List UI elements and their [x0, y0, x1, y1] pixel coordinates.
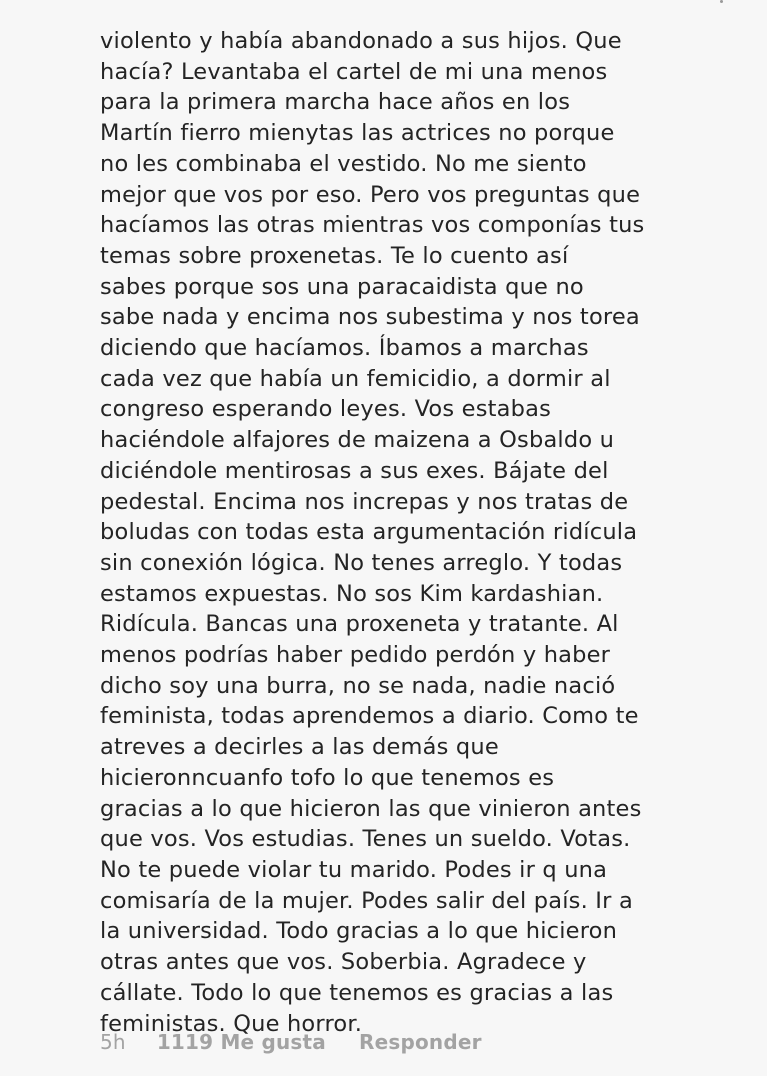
- likes-count-link[interactable]: 1119 Me gusta: [156, 1030, 326, 1054]
- comment-line: comisaría de la mujer. Podes salir del país. Ir a: [100, 887, 633, 914]
- comment-meta-row: [100, 1030, 482, 1054]
- comment-line: sabe nada y encima nos subestima y nos torea: [100, 304, 640, 331]
- comment-line: hacíamos las otras mientras vos componías tus: [100, 212, 645, 239]
- comment-line: mejor que vos por eso. Pero vos preguntas que: [100, 181, 641, 208]
- comment-line: hicieronncuanfo tofo lo que tenemos es: [100, 764, 555, 791]
- comment-line: diciéndole mentirosas a sus exes. Bájate del: [100, 457, 609, 484]
- comment-line: dicho soy una burra, no se nada, nadie nació: [100, 672, 616, 699]
- comment-line: violento y había abandonado a sus hijos. Que: [100, 28, 622, 54]
- comment-line: pedestal. Encima nos increpas y nos tratas de: [100, 488, 629, 515]
- comment-line: congreso esperando leyes. Vos estabas: [100, 396, 552, 423]
- comment-line: Ridícula. Bancas una proxeneta y tratante. Al: [100, 611, 619, 638]
- comment-line: hacía? Levantaba el cartel de mi una menos: [100, 58, 608, 85]
- comment-line: estamos expuestas. No sos Kim kardashian.: [100, 580, 604, 607]
- comment-line: atreves a decirles a las demás que: [100, 734, 499, 761]
- comment-line: que vos. Vos estudias. Tenes un sueldo. Votas.: [100, 826, 631, 853]
- comment-line: no les combinaba el vestido. No me siento: [100, 150, 587, 177]
- comment-line: cállate. Todo lo que tenemos es gracias a las: [100, 979, 614, 1006]
- comment-timestamp: 5h: [100, 1030, 126, 1054]
- comment-line: gracias a lo que hicieron las que vinieron antes: [100, 795, 642, 822]
- comment-line: Martín fierro mienytas las actrices no porque: [100, 120, 615, 147]
- options-menu-icon[interactable]: [720, 0, 723, 3]
- comment-line: boludas con todas esta argumentación ridícula: [100, 519, 638, 546]
- comment-line: la universidad. Todo gracias a lo que hicieron: [100, 918, 618, 945]
- comment-line: haciéndole alfajores de maizena a Osbaldo u: [100, 427, 615, 454]
- comment-line: diciendo que hacíamos. Íbamos a marchas: [100, 335, 589, 362]
- comment-line: feminista, todas aprendemos a diario. Como te: [100, 703, 639, 730]
- comment-line: para la primera marcha hace años en los: [100, 89, 571, 116]
- comment-line: temas sobre proxenetas. Te lo cuento así: [100, 242, 569, 269]
- comment-line: sin conexión lógica. No tenes arreglo. Y todas: [100, 549, 623, 576]
- comment: [100, 26, 750, 1039]
- comment-line: sabes porque sos una paracaidista que no: [100, 273, 584, 300]
- comment-text: [100, 26, 750, 1039]
- reply-button[interactable]: Responder: [359, 1030, 482, 1054]
- comment-line: feministas. Que horror.: [100, 1010, 363, 1037]
- comment-line: otras antes que vos. Soberbia. Agradece y: [100, 949, 587, 976]
- comment-line: No te puede violar tu marido. Podes ir q una: [100, 856, 608, 883]
- comment-line: menos podrías haber pedido perdón y haber: [100, 642, 611, 669]
- comment-line: cada vez que había un femicidio, a dormir al: [100, 365, 611, 392]
